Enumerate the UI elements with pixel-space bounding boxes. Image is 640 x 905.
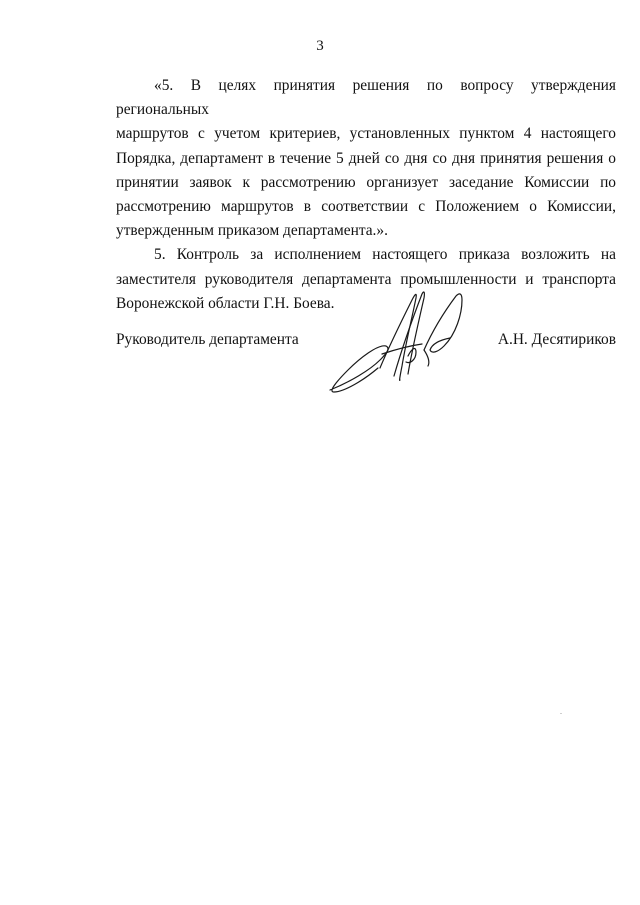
text-line: утвержденным приказом департамента.». xyxy=(116,222,388,240)
text-line: рассмотрению маршрутов в соответствии с Положением о Комиссии, xyxy=(116,198,616,216)
signatory-title: Руководитель департамента xyxy=(116,331,299,348)
paragraph-amendment xyxy=(116,74,616,243)
text-line: маршрутов с учетом критериев, установленных пунктом 4 настоящего xyxy=(116,125,616,143)
text-line: Воронежской области Г.Н. Боева. xyxy=(116,294,335,312)
handwritten-signature xyxy=(320,284,480,404)
text-line: заместителя руководителя департамента промышленности и транспорта xyxy=(116,270,616,288)
page-number: 3 xyxy=(316,38,324,54)
text-line: Порядка, департамент в течение 5 дней со дня со дня принятия решения о xyxy=(116,149,616,167)
signatory-name: А.Н. Десятириков xyxy=(497,331,616,348)
text-line: «5. В целях принятия решения по вопросу утверждения региональных xyxy=(116,77,616,119)
scan-speck xyxy=(560,713,562,714)
text-line: 5. Контроль за исполнением настоящего приказа возложить на xyxy=(154,246,616,264)
document-body xyxy=(116,74,616,316)
text-line: принятии заявок к рассмотрению организует заседание Комиссии по xyxy=(116,173,616,191)
